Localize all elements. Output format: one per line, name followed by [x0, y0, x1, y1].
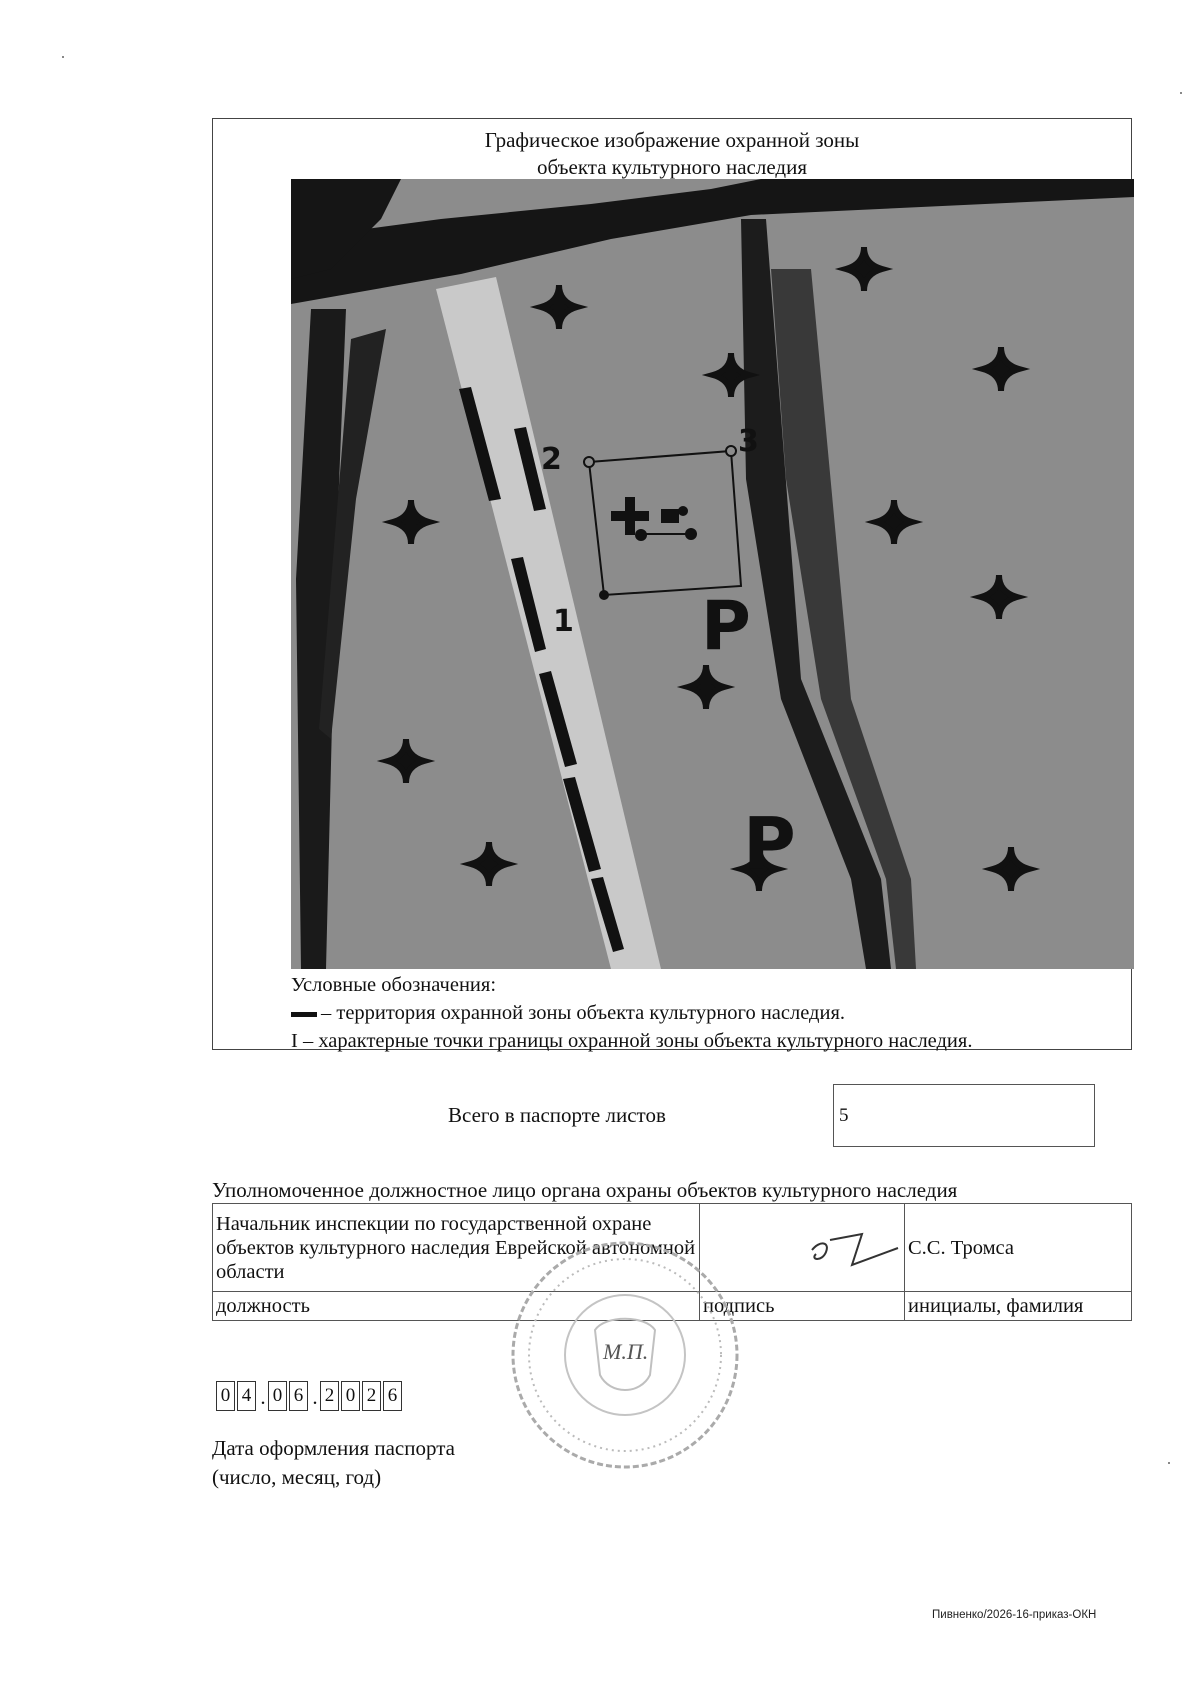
col-position-label: должность	[213, 1292, 700, 1321]
legend-points-text: I – характерные точки границы охранной зоны объекта культурного наследия.	[291, 1030, 973, 1052]
date-year-digit: 2	[362, 1381, 381, 1411]
col-name-label: инициалы, фамилия	[905, 1292, 1132, 1321]
boundary-point-1	[599, 590, 609, 600]
map-frame	[212, 118, 1132, 1050]
protection-zone-map	[291, 179, 1134, 969]
date-year-digit: 2	[320, 1381, 339, 1411]
stamp-mp-label: М.П.	[603, 1339, 649, 1364]
official-caption: Уполномоченное должностное лицо органа охраны объектов культурного наследия	[212, 1178, 958, 1202]
date-day-digit: 4	[237, 1381, 256, 1411]
zone-line-symbol	[291, 1012, 317, 1017]
date-day-digit: 0	[216, 1381, 235, 1411]
date-separator: .	[260, 1385, 266, 1409]
point-label-1: 1	[553, 604, 574, 639]
boundary-point-3	[726, 446, 736, 456]
date-year-digit: 0	[341, 1381, 360, 1411]
date-separator: .	[312, 1385, 318, 1409]
date-caption: Дата оформления паспорта (число, месяц, год)	[212, 1436, 455, 1489]
map-letter-r2: Р	[743, 802, 796, 886]
col-signature-label: подпись	[700, 1292, 905, 1321]
signature-mark	[800, 1210, 920, 1280]
sheets-count-label: Всего в паспорте листов	[448, 1103, 666, 1127]
footer-document-code: Пивненко/2026-16-приказ-ОКН	[932, 1609, 1097, 1621]
scan-speck	[62, 56, 64, 58]
date-month-digit: 6	[289, 1381, 308, 1411]
map-letter-r1: Р	[701, 587, 751, 666]
date-year-digit: 6	[383, 1381, 402, 1411]
legend-zone-row	[291, 999, 972, 1027]
official-position: Начальник инспекции по государственной охране объектов культурного наследия Еврейской автономной области	[213, 1204, 700, 1292]
legend-heading: Условные обозначения:	[291, 974, 497, 996]
point-label-3: 3	[738, 424, 759, 459]
official-name: С.С. Тромса	[905, 1204, 1132, 1292]
legend-zone-text: – территория охранной зоны объекта культурного наследия.	[321, 1002, 846, 1024]
boundary-point-2	[584, 457, 594, 467]
date-month-digit: 0	[268, 1381, 287, 1411]
map-legend	[291, 971, 972, 1055]
official-stamp	[505, 1235, 745, 1475]
scan-speck	[1168, 1462, 1170, 1464]
scan-speck	[1180, 92, 1182, 94]
sheets-count-field: 5	[833, 1084, 1095, 1147]
map-title: Графическое изображение охранной зоны объекта культурного наследия	[484, 128, 860, 179]
point-label-2: 2	[541, 442, 562, 477]
date-cells	[216, 1381, 404, 1411]
map-background	[291, 179, 1134, 969]
